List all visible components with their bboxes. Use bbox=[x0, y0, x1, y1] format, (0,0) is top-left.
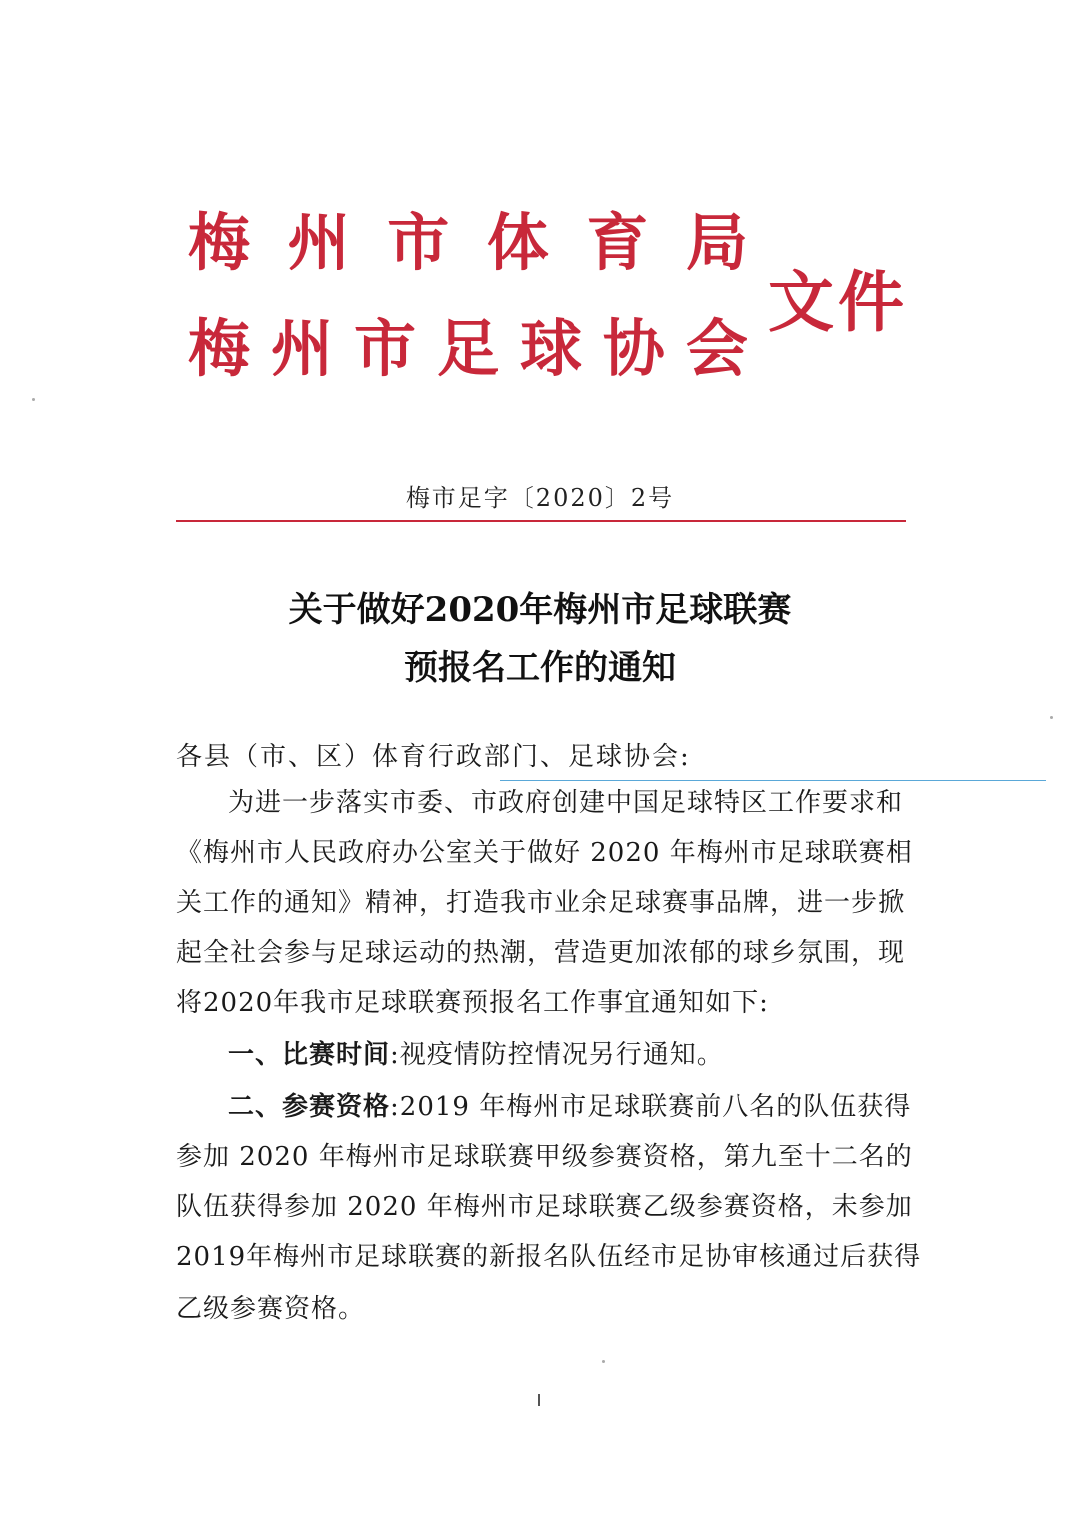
paragraph-line: 起全社会参与足球运动的热潮，营造更加浓郁的球乡氛围，现 bbox=[176, 938, 906, 968]
issuer-char: 市 bbox=[353, 312, 416, 385]
issuer-sports-bureau bbox=[188, 206, 748, 279]
paragraph-line: 关工作的通知》精神，打造我市业余足球赛事品牌，进一步掀 bbox=[176, 888, 906, 918]
issuer-char: 局 bbox=[685, 206, 748, 279]
issuer-football-association bbox=[188, 312, 748, 385]
issuer-char: 市 bbox=[387, 206, 450, 279]
section-1-heading: 一、比赛时间 bbox=[228, 1040, 391, 1070]
paragraph-line: 2019年梅州市足球联赛的新报名队伍经市足协审核通过后获得 bbox=[176, 1242, 922, 1272]
issuer-char: 体 bbox=[486, 206, 549, 279]
document-number: 梅市足字〔2020〕2号 bbox=[405, 484, 675, 512]
pen-mark bbox=[500, 780, 1046, 781]
issuer-char: 州 bbox=[287, 206, 350, 279]
paragraph-line: 为进一步落实市委、市政府创建中国足球特区工作要求和 bbox=[228, 788, 904, 818]
addressee: 各县（市、区）体育行政部门、足球协会: bbox=[176, 742, 691, 772]
document-type-label: 文件 bbox=[768, 264, 908, 341]
section-2-line bbox=[176, 1090, 912, 1124]
scan-speck bbox=[32, 398, 35, 401]
issuer-char: 梅 bbox=[188, 312, 251, 385]
notice-title-line-1: 关于做好2020年梅州市足球联赛 bbox=[288, 590, 792, 630]
paragraph-line: 队伍获得参加 2020 年梅州市足球联赛乙级参赛资格，未参加 bbox=[176, 1192, 913, 1222]
section-1-text: :视疫情防控情况另行通知。 bbox=[390, 1040, 724, 1070]
issuer-char: 育 bbox=[586, 206, 649, 279]
page-number-mark bbox=[538, 1394, 540, 1406]
issuer-char: 足 bbox=[436, 312, 499, 385]
section-2-heading: 二、参赛资格 bbox=[228, 1092, 391, 1122]
issuer-char: 梅 bbox=[188, 206, 251, 279]
notice-title-line-2: 预报名工作的通知 bbox=[404, 648, 676, 688]
issuer-char: 球 bbox=[519, 312, 582, 385]
section-2-text: :2019 年梅州市足球联赛前八名的队伍获得 bbox=[390, 1092, 912, 1122]
paragraph-line: 乙级参赛资格。 bbox=[176, 1294, 366, 1324]
paragraph-line: 将2020年我市足球联赛预报名工作事宜通知如下: bbox=[176, 988, 769, 1018]
issuer-char: 协 bbox=[602, 312, 665, 385]
scan-speck bbox=[1050, 716, 1053, 719]
section-1-line bbox=[176, 1038, 892, 1072]
red-divider bbox=[176, 520, 906, 522]
paragraph-line: 参加 2020 年梅州市足球联赛甲级参赛资格，第九至十二名的 bbox=[176, 1142, 913, 1172]
paragraph-line: 《梅州市人民政府办公室关于做好 2020 年梅州市足球联赛相 bbox=[176, 838, 913, 868]
issuer-char: 会 bbox=[685, 312, 748, 385]
scan-speck bbox=[602, 1360, 605, 1363]
issuer-char: 州 bbox=[270, 312, 333, 385]
